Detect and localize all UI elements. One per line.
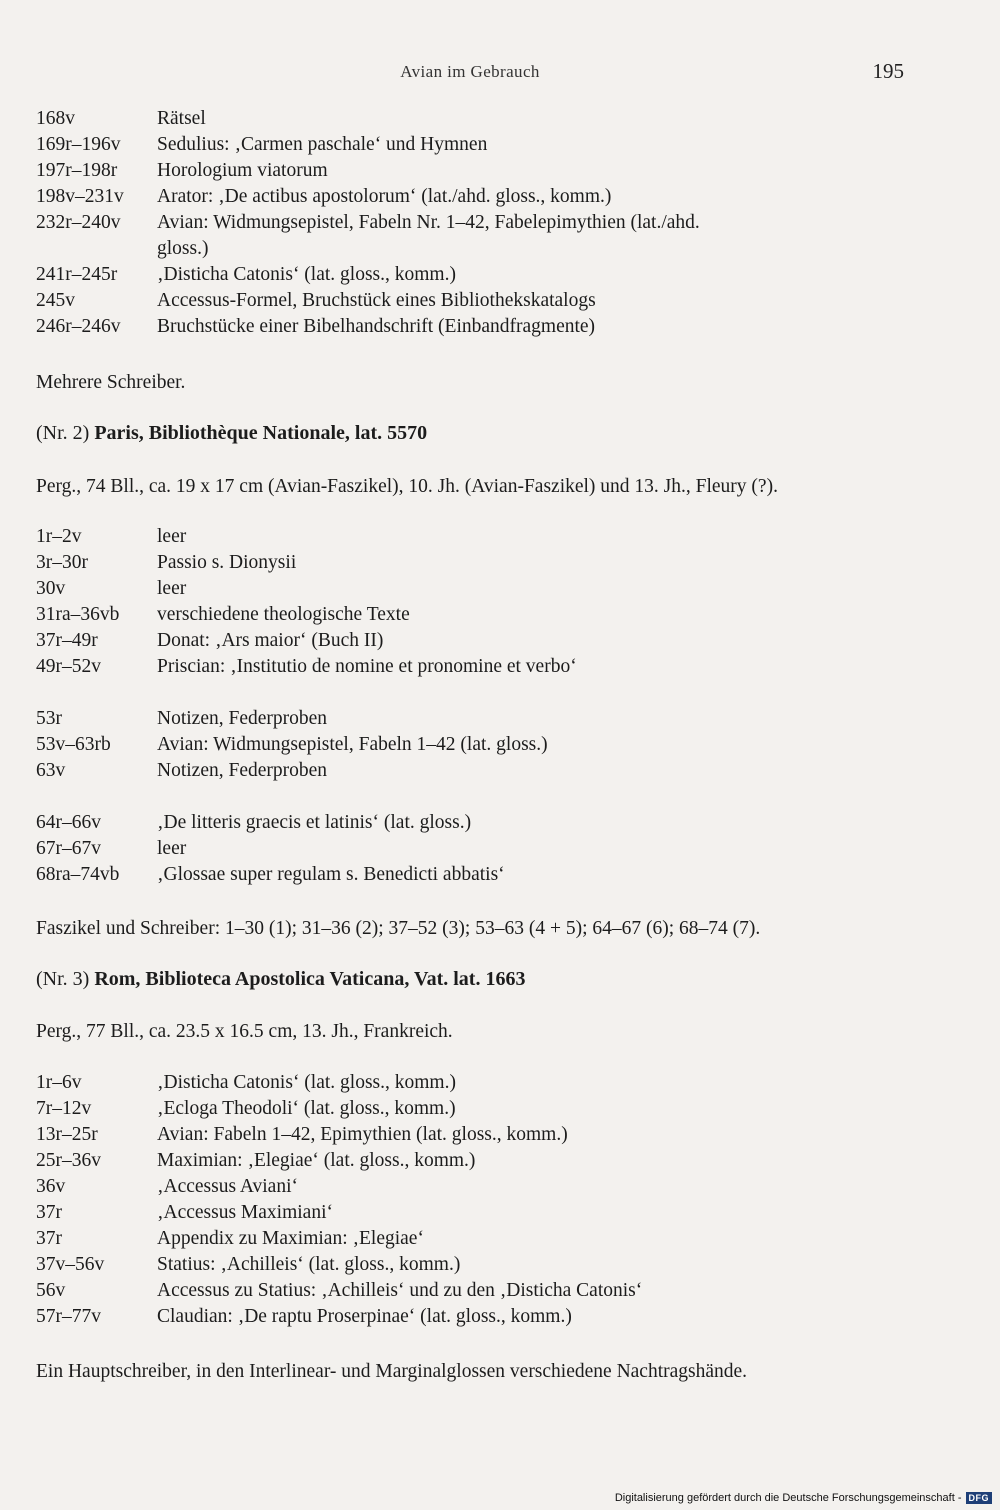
fascicle-note: Faszikel und Schreiber: 1–30 (1); 31–36 (2); 37–52 (3); 53–63 (4 + 5); 64–67 (6); 68–74 (7).: [36, 918, 761, 939]
contents-row: [36, 314, 936, 340]
contents-row: [36, 758, 936, 784]
manuscript-name: Paris, Bibliothèque Nationale, lat. 5570: [94, 422, 428, 444]
contents-row: [36, 1096, 936, 1122]
folio: 3r–30r: [36, 552, 88, 573]
content: verschiedene theologische Texte: [157, 604, 410, 625]
contents-row: [36, 1278, 936, 1304]
credit-text: Digitalisierung gefördert durch die Deutsche Forschungsgemeinschaft -: [614, 1492, 962, 1504]
folio: 64r–66v: [36, 812, 101, 833]
manuscript-3-contents: [36, 1070, 936, 1330]
manuscript-2-contents-group-3: [36, 810, 936, 888]
running-title: Avian im Gebrauch: [400, 62, 540, 81]
content: ‚Disticha Catonis‘ (lat. gloss., komm.): [157, 264, 456, 285]
content: Sedulius: ‚Carmen paschale‘ und Hymnen: [157, 134, 488, 155]
contents-row: [36, 262, 936, 288]
content: Avian: Fabeln 1–42, Epimythien (lat. gloss., komm.): [157, 1124, 568, 1145]
folio: 168v: [36, 108, 75, 129]
folio: 7r–12v: [36, 1098, 92, 1119]
contents-row: [36, 1122, 936, 1148]
manuscript-2-contents-group-1: [36, 524, 936, 680]
manuscript-number: (Nr. 3): [36, 968, 90, 990]
page-number: 195: [872, 59, 904, 83]
content: Avian: Widmungsepistel, Fabeln 1–42 (lat. gloss.): [157, 734, 548, 755]
content: Bruchstücke einer Bibelhandschrift (Einbandfragmente): [157, 316, 596, 337]
content: Accessus zu Statius: ‚Achilleis‘ und zu den ‚Disticha Catonis‘: [157, 1280, 643, 1301]
contents-row: [36, 732, 936, 758]
contents-row: [36, 210, 936, 236]
content: Appendix zu Maximian: ‚Elegiae‘: [157, 1228, 424, 1249]
folio: 57r–77v: [36, 1306, 101, 1327]
folio: 68ra–74vb: [36, 864, 120, 885]
content: Horologium viatorum: [157, 160, 328, 181]
contents-row: [36, 184, 936, 210]
folio: 53v–63rb: [36, 734, 111, 755]
folio: 53r: [36, 708, 62, 729]
contents-row: [36, 576, 936, 602]
contents-row: [36, 706, 936, 732]
contents-row: [36, 654, 936, 680]
manuscript-heading: [36, 422, 427, 445]
folio: 246r–246v: [36, 316, 121, 337]
contents-row: [36, 836, 936, 862]
content: Notizen, Federproben: [157, 708, 328, 729]
contents-row: [36, 1200, 936, 1226]
manuscript-name: Rom, Biblioteca Apostolica Vaticana, Vat. lat. 1663: [94, 968, 526, 990]
folio: 37r: [36, 1228, 62, 1249]
content: leer: [157, 578, 187, 599]
manuscript-2-contents-group-2: [36, 706, 936, 784]
contents-row: [36, 628, 936, 654]
contents-row: [36, 1148, 936, 1174]
folio: 56v: [36, 1280, 66, 1301]
contents-row: [36, 132, 936, 158]
manuscript-description: Perg., 77 Bll., ca. 23.5 x 16.5 cm, 13. Jh., Frankreich.: [36, 1021, 453, 1042]
folio: 197r–198r: [36, 160, 118, 181]
manuscript-number: (Nr. 2): [36, 422, 90, 444]
content: ‚Ecloga Theodoli‘ (lat. gloss., komm.): [157, 1098, 456, 1119]
contents-row: [36, 810, 936, 836]
folio: 1r–6v: [36, 1072, 82, 1093]
content: Notizen, Federproben: [157, 760, 328, 781]
contents-row: [36, 106, 936, 132]
folio: 245v: [36, 290, 75, 311]
folio: 37v–56v: [36, 1254, 105, 1275]
folio: 67r–67v: [36, 838, 101, 859]
scribes-note: Ein Hauptschreiber, in den Interlinear- und Marginalglossen verschiedene Nachtragshände.: [36, 1361, 748, 1382]
contents-row: [36, 1226, 936, 1252]
content: Statius: ‚Achilleis‘ (lat. gloss., komm.): [157, 1254, 461, 1275]
scribes-note: Mehrere Schreiber.: [36, 372, 186, 393]
contents-row: [36, 1070, 936, 1096]
content: Rätsel: [157, 108, 206, 129]
content: ‚Glossae super regulam s. Benedicti abbatis‘: [157, 864, 505, 885]
content: leer: [157, 838, 187, 859]
contents-row: [36, 158, 936, 184]
content: ‚De litteris graecis et latinis‘ (lat. gloss.): [157, 812, 472, 833]
manuscript-1-contents: [36, 106, 936, 340]
folio: 31ra–36vb: [36, 604, 120, 625]
folio: 169r–196v: [36, 134, 121, 155]
folio: 25r–36v: [36, 1150, 101, 1171]
content: Accessus-Formel, Bruchstück eines Bibliothekskatalogs: [157, 290, 596, 311]
contents-row: [36, 1304, 936, 1330]
folio: 13r–25r: [36, 1124, 98, 1145]
content: leer: [157, 526, 187, 547]
content: ‚Accessus Maximiani‘: [157, 1202, 333, 1223]
content: ‚Disticha Catonis‘ (lat. gloss., komm.): [157, 1072, 456, 1093]
content: Donat: ‚Ars maior‘ (Buch II): [157, 630, 384, 651]
content: Avian: Widmungsepistel, Fabeln Nr. 1–42, Fabelepimythien (lat./ahd.: [157, 212, 700, 233]
contents-row: [36, 602, 936, 628]
contents-row: [36, 862, 936, 888]
contents-row: [36, 1174, 936, 1200]
content: Passio s. Dionysii: [157, 552, 297, 573]
contents-row: [36, 524, 936, 550]
folio: 198v–231v: [36, 186, 124, 207]
digitization-credit: [615, 1490, 992, 1506]
contents-row: [36, 288, 936, 314]
folio: 1r–2v: [36, 526, 82, 547]
content: Maximian: ‚Elegiae‘ (lat. gloss., komm.): [157, 1150, 476, 1171]
folio: 37r–49r: [36, 630, 98, 651]
content: ‚Accessus Aviani‘: [157, 1176, 298, 1197]
folio: 37r: [36, 1202, 62, 1223]
manuscript-heading: [36, 968, 525, 991]
folio: 241r–245r: [36, 264, 118, 285]
folio: 36v: [36, 1176, 66, 1197]
running-head: [0, 59, 1000, 86]
folio: 30v: [36, 578, 66, 599]
content: Claudian: ‚De raptu Proserpinae‘ (lat. gloss., komm.): [157, 1306, 572, 1327]
content: gloss.): [157, 238, 209, 259]
content: Priscian: ‚Institutio de nomine et pronomine et verbo‘: [157, 656, 577, 677]
contents-row-continuation: [36, 236, 936, 262]
folio: 63v: [36, 760, 66, 781]
folio: 49r–52v: [36, 656, 101, 677]
dfg-logo: DFG: [966, 1492, 993, 1504]
contents-row: [36, 1252, 936, 1278]
contents-row: [36, 550, 936, 576]
manuscript-description: Perg., 74 Bll., ca. 19 x 17 cm (Avian-Faszikel), 10. Jh. (Avian-Faszikel) und 13. Jh., Fleury (?).: [36, 476, 778, 497]
content: Arator: ‚De actibus apostolorum‘ (lat./ahd. gloss., komm.): [157, 186, 612, 207]
folio: 232r–240v: [36, 212, 121, 233]
